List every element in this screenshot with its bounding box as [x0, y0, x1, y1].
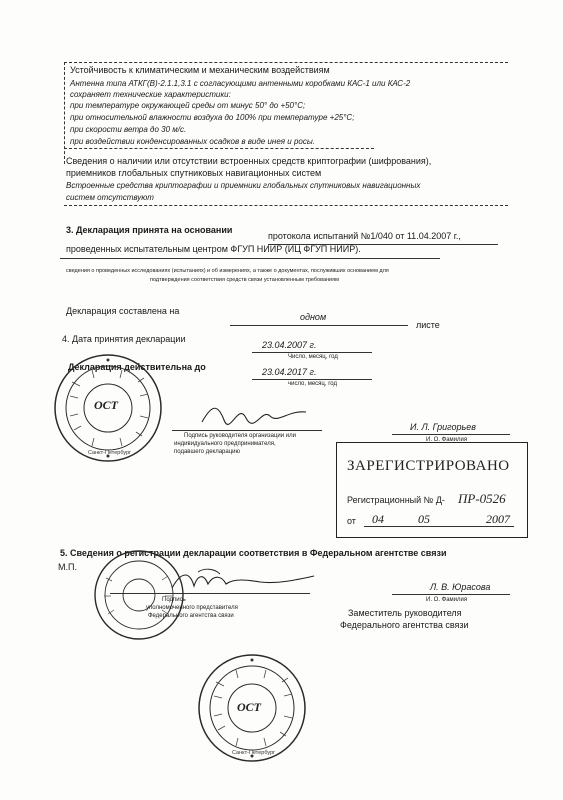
signer-name-caption: И. О. Фамилия: [426, 437, 468, 443]
climate-line-6: при воздействии конденсированных осадков в виде инея и росы.: [70, 137, 315, 146]
seal-top-city: Санкт-Петербург: [88, 450, 132, 456]
registration-date-underline: [364, 526, 514, 527]
seal-bottom-center: ОСТ: [237, 700, 261, 714]
section5-position-1: Заместитель руководителя: [348, 608, 462, 618]
seal-top-center: ОСТ: [94, 398, 118, 412]
section3-value-1: протокола испытаний №1/040 от 11.04.2007 г.,: [268, 231, 461, 241]
signer-caption-3: подавшего декларацию: [174, 449, 241, 455]
signer-name-underline: [392, 434, 510, 435]
signer-caption-2: индивидуального предпринимателя,: [174, 441, 276, 447]
section3-caption-2: подтверждения соответствия средств связи установленным требованиям: [150, 277, 339, 283]
section5-position-2: Федерального агентства связи: [340, 620, 469, 630]
agency-seal: [92, 548, 186, 642]
crypto-value-2: систем отсутствуют: [66, 193, 154, 202]
signer-signature: [200, 398, 310, 428]
climate-underline: [64, 148, 374, 149]
registration-date-month: 05: [418, 512, 430, 526]
top-dashed-border: [64, 62, 508, 63]
section5-sig-caption-1: Подпись: [162, 597, 186, 603]
crypto-underline: [64, 205, 508, 206]
climate-line-5: при скорости ветра до 30 м/с.: [70, 125, 187, 134]
section5-name-underline: [392, 594, 510, 595]
section5-signature: [168, 566, 318, 596]
composed-value: одном: [300, 312, 327, 322]
registration-title: ЗАРЕГИСТРИРОВАНО: [347, 458, 510, 474]
section4-value: 23.04.2007 г.: [262, 340, 317, 350]
section4-underline: [252, 352, 372, 353]
section5-name-caption: И. О. Фамилия: [426, 597, 468, 603]
section3-value-2: проведенных испытательным центром ФГУП НИИР (ИЦ ФГУП НИИР).: [66, 244, 361, 254]
valid-label: Декларация действительна до: [68, 362, 206, 372]
climate-line-4: при относительной влажности воздуха до 100% при температуре +25°С;: [70, 113, 355, 122]
registration-date-day: 04: [372, 512, 384, 526]
climate-heading: Устойчивость к климатическим и механическим воздействиям: [70, 65, 330, 75]
valid-underline: [252, 379, 372, 380]
registration-number-value: ПР-0526: [458, 491, 506, 506]
crypto-value-1: Встроенные средства криптографии и приемники глобальных спутниковых навигационных: [66, 181, 421, 190]
climate-line-2: сохраняет технические характеристики:: [70, 90, 231, 99]
section4-label: 4. Дата принятия декларации: [62, 334, 186, 344]
crypto-heading-1: Сведения о наличии или отсутствии встроенных средств криптографии (шифрования),: [66, 156, 432, 166]
seal-bottom-city: Санкт-Петербург: [232, 750, 276, 756]
climate-line-1: Антенна типа АТКГ(В)-2.1.1,3.1 с согласующими антенными коробками КАС-1 или КАС-2: [70, 79, 411, 88]
signer-caption-1: Подпись руководителя организации или: [184, 433, 296, 439]
registration-date-prefix: от: [347, 516, 356, 526]
section3-caption-1: сведения о проведенных исследованиях (испытаниях) и об измерениях, а также о документах, послуживших основанием для: [66, 268, 389, 274]
valid-caption: число, месяц, год: [288, 381, 337, 387]
valid-value: 23.04.2017 г.: [262, 367, 317, 377]
section5-mp: М.П.: [58, 562, 77, 572]
composed-underline: [230, 325, 408, 326]
section3-underline-2: [60, 258, 440, 259]
composed-suffix: листе: [416, 320, 440, 330]
section4-caption: Число, месяц, год: [288, 354, 338, 360]
signer-name: И. Л. Григорьев: [410, 422, 476, 432]
registration-date-year: 2007: [486, 512, 510, 526]
crypto-heading-2: приемников глобальных спутниковых навигационных систем: [66, 168, 322, 178]
composed-label: Декларация составлена на: [66, 306, 180, 316]
registration-number-label: Регистрационный № Д-: [347, 495, 445, 505]
section5-sig-caption-3: Федерального агентства связи: [148, 613, 234, 619]
climate-line-3: при температуре окружающей среды от минус 50° до +50°С;: [70, 101, 306, 110]
section3-label: 3. Декларация принята на основании: [66, 225, 233, 235]
section5-signer-name: Л. В. Юрасова: [430, 582, 491, 592]
section5-label: 5. Сведения о регистрации декларации соответствия в Федеральном агентстве связи: [60, 548, 447, 558]
section5-sig-caption-2: уполномоченного представителя: [146, 605, 238, 611]
signer-signature-line: [172, 430, 322, 431]
